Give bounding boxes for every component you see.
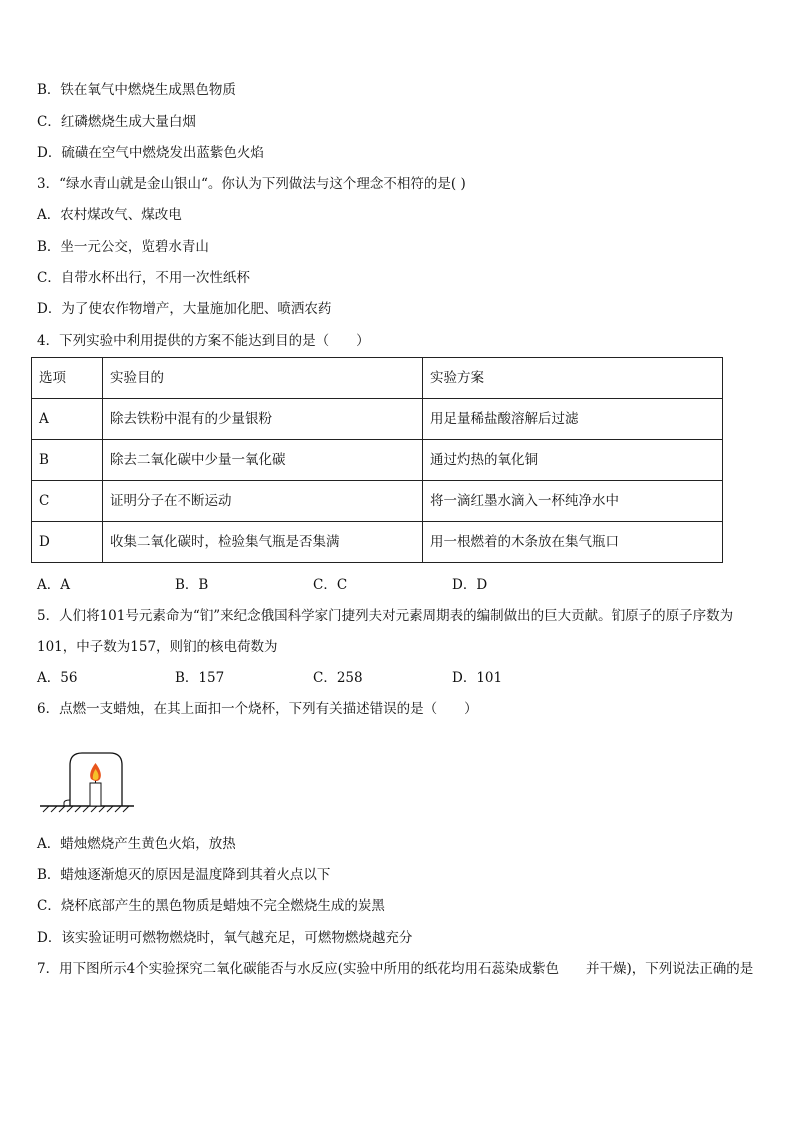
q6-option-d: D．该实验证明可燃物燃烧时，氧气越充足，可燃物燃烧越充分 [37,930,413,946]
q4-option-d: D．D [452,577,488,593]
q7-stem: 7．用下图所示4个实验探究二氧化碳能否与水反应(实验中所用的纸花均用石蕊染成紫色 并干燥)，下列说法正确的是 [37,961,754,977]
q2-option-c: C．红磷燃烧生成大量白烟 [37,114,196,130]
q5-option-c: C．258 [313,670,363,686]
q3-option-b: B．坐一元公交，览碧水青山 [37,239,209,255]
q4-stem: 4．下列实验中利用提供的方案不能达到目的是（ ） [37,333,370,349]
q5-option-b: B．157 [175,670,225,686]
table-cell: A [32,399,103,440]
table-cell: 除去铁粉中混有的少量银粉 [103,399,423,440]
q6-option-b: B．蜡烛逐渐熄灭的原因是温度降到其着火点以下 [37,867,331,883]
candle-beaker-figure [37,745,137,815]
table-header-row [32,358,723,399]
table-cell: B [32,440,103,481]
q6-option-a: A．蜡烛燃烧产生黄色火焰，放热 [37,836,236,852]
q5-option-d: D．101 [452,670,503,686]
table-row [32,522,723,563]
table-header-cell: 选项 [32,358,103,399]
q3-option-c: C．自带水杯出行，不用一次性纸杯 [37,270,250,286]
table-cell: 用足量稀盐酸溶解后过滤 [423,399,723,440]
q3-option-d: D．为了使农作物增产，大量施加化肥、喷洒农药 [37,301,332,317]
q4-option-c: C．C [313,577,348,593]
beaker-lip [64,800,70,806]
q5-option-a: A．56 [37,670,78,686]
q3-stem: 3．“绿水青山就是金山银山“。你认为下列做法与这个理念不相符的是( ) [37,176,466,192]
table-header-cell: 实验方案 [423,358,723,399]
table-header-cell: 实验目的 [103,358,423,399]
candle [90,783,101,806]
table-row [32,481,723,522]
q4-option-a: A．A [37,577,70,593]
table-cell: 收集二氧化碳时，检验集气瓶是否集满 [103,522,423,563]
surface-hatching [43,806,129,812]
q4-option-b: B．B [175,577,209,593]
table-cell: D [32,522,103,563]
q2-option-d: D．硫磺在空气中燃烧发出蓝紫色火焰 [37,145,264,161]
q2-option-b: B．铁在氧气中燃烧生成黑色物质 [37,82,236,98]
q6-option-c: C．烧杯底部产生的黑色物质是蜡烛不完全燃烧生成的炭黑 [37,898,385,914]
q6-stem: 6．点燃一支蜡烛，在其上面扣一个烧杯，下列有关描述错误的是（ ） [37,701,478,717]
q5-stem: 5．人们将101号元素命为“钔”来纪念俄国科学家门捷列夫对元素周期表的编制做出的巨大贡献。钔原子的原子序数为101，中子数为157，则钔的核电荷数为 [37,608,734,655]
table-cell: C [32,481,103,522]
q3-option-a: A．农村煤改气、煤改电 [37,207,182,223]
table-row [32,399,723,440]
table-cell: 除去二氧化碳中少量一氧化碳 [103,440,423,481]
experiment-table [31,357,723,563]
table-cell: 通过灼热的氧化铜 [423,440,723,481]
table-row [32,440,723,481]
table-cell: 用一根燃着的木条放在集气瓶口 [423,522,723,563]
table-cell: 证明分子在不断运动 [103,481,423,522]
table-cell: 将一滴红墨水滴入一杯纯净水中 [423,481,723,522]
